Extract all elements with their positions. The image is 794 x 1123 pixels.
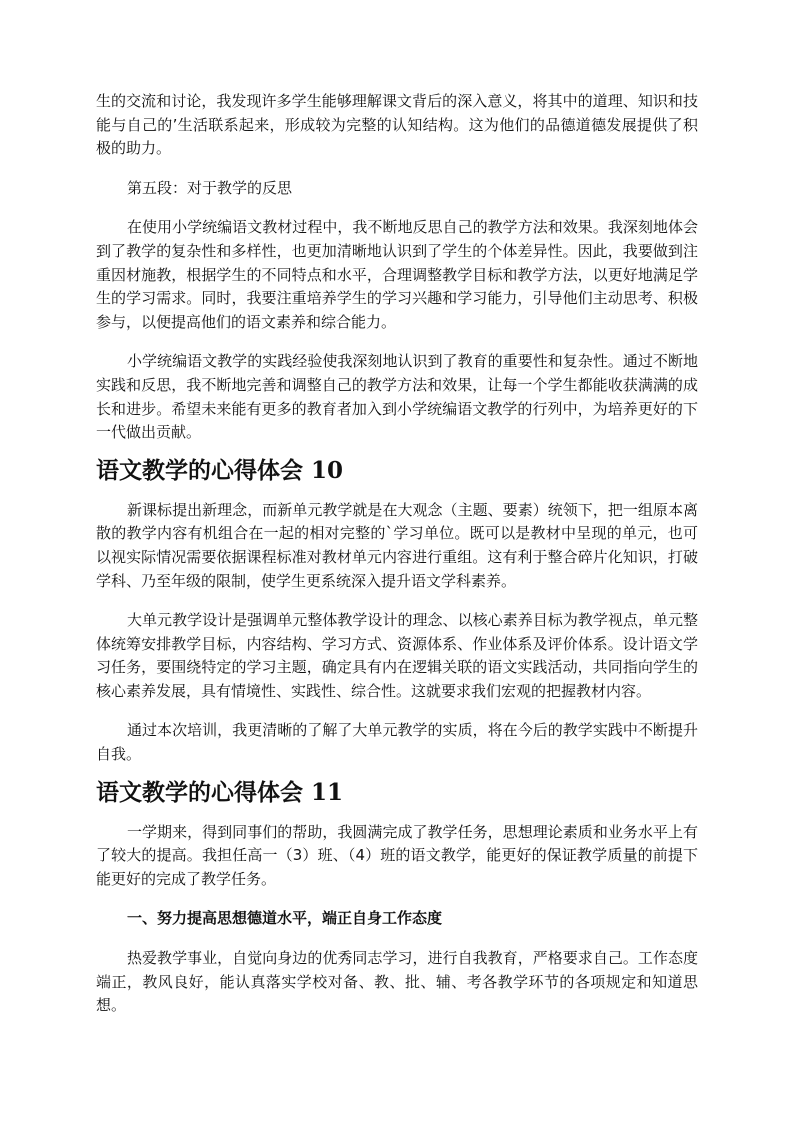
paragraph-new-unit-teaching: 新课标提出新理念，而新单元教学就是在大观念（主题、要素）统领下，把一组原本离散的教学内容有机组合在一起的相对完整的`学习单位。既可以是教材中呈现的单元，也可以视实际情况需要依据课程标准对教材单元内容进行重组。这有利于整合碎片化知识，打破学科、乃至年级的限制，使学生更系统深入提升语文学科素养。 <box>96 500 698 590</box>
paragraph-reflection: 在使用小学统编语文教材过程中，我不断地反思自己的教学方法和效果。我深刻地体会到了教学的复杂性和多样性，也更加清晰地认识到了学生的个体差异性。因此，我要做到注重因材施教，根据学生的不同特点和水平，合理调整教学目标和教学方法，以更好地满足学生的学习需求。同时，我要注重培养学生的学习兴趣和学习能力，引导他们主动思考、积极参与，以便提高他们的语文素养和综合能力。 <box>96 218 698 331</box>
paragraph-conclusion: 小学统编语文教学的实践经验使我深刻地认识到了教育的重要性和复杂性。通过不断地实践和反思，我不断地完善和调整自己的教学方法和效果，让每一个学生都能收获满满的成长和进步。希望未来能有更多的教育者加入到小学统编语文教学的行列中，为培养更好的下一代做出贡献。 <box>96 352 698 442</box>
paragraph-work-attitude: 热爱教学事业，自觉向身边的优秀同志学习，进行自我教育，严格要求自己。工作态度端正，教风良好，能认真落实学校对备、教、批、辅、考各教学环节的各项规定和知道思想。 <box>96 949 698 1015</box>
paragraph-continuation: 生的交流和讨论，我发现许多学生能够理解课文背后的深入意义，将其中的道理、知识和技能与自己的’生活联系起来，形成较为完整的认知结构。这为他们的品德道德发展提供了积极的助力。 <box>96 92 698 158</box>
subheading-ideology: 一、努力提高思想德道水平，端正自身工作态度 <box>127 909 443 928</box>
paragraph-big-unit-design: 大单元教学设计是强调单元整体教学设计的理念、以核心素养目标为教学视点，单元整体统筹安排教学目标，内容结构、学习方式、资源体系、作业体系及评价体系。设计语文学习任务，要围绕特定的学习主题，确定具有内在逻辑关联的语文实践活动，共同指向学生的核心素养发展，具有情境性、实践性、综合性。这就要求我们宏观的把握教材内容。 <box>96 611 698 700</box>
paragraph-section-five-heading: 第五段：对于教学的反思 <box>127 178 293 197</box>
paragraph-training-summary: 通过本次培训，我更清晰的了解了大单元教学的实质，将在今后的教学实践中不断提升自我。 <box>96 721 698 764</box>
heading-experience-10: 语文教学的心得体会 10 <box>96 456 344 484</box>
heading-experience-11: 语文教学的心得体会 11 <box>96 778 344 806</box>
document-page <box>96 90 698 1018</box>
paragraph-semester-summary: 一学期来，得到同事们的帮助，我圆满完成了教学任务，思想理论素质和业务水平上有了较大的提高。我担任高一（3）班、（4）班的语文教学，能更好的保证教学质量的前提下能更好的完成了教学任务。 <box>96 822 698 888</box>
